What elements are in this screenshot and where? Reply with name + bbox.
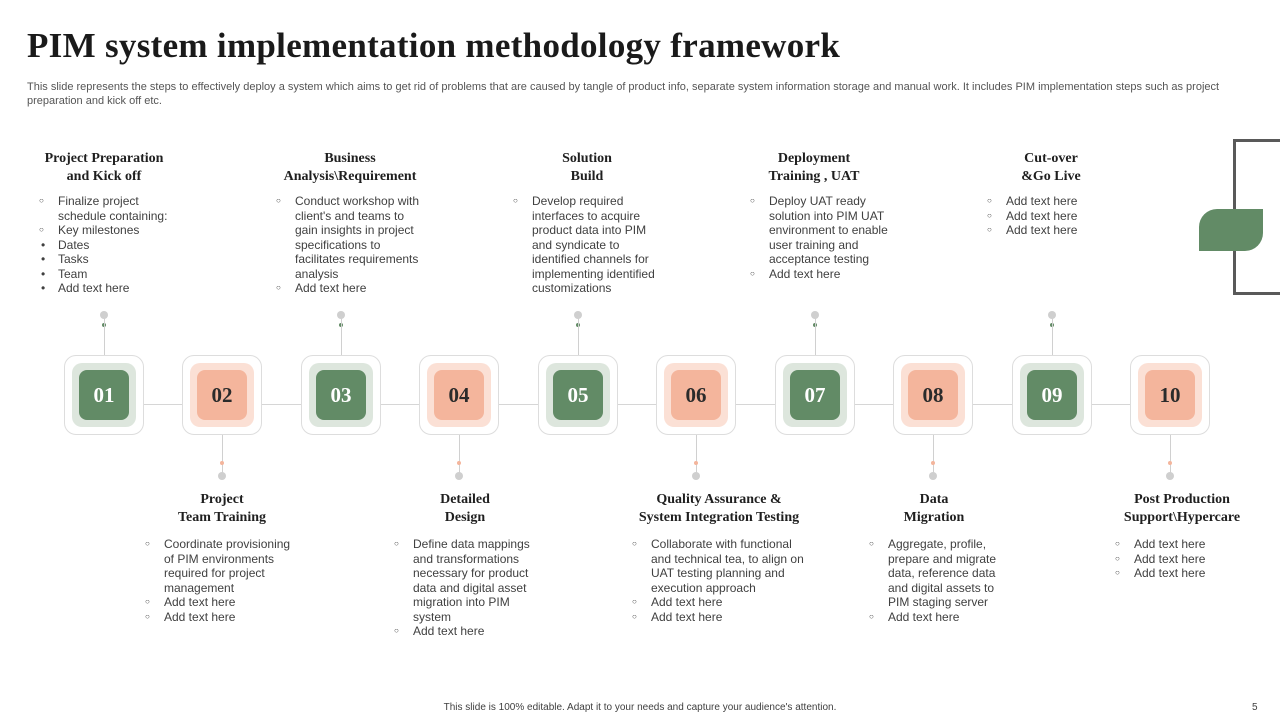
step-10-title: Post Production Support\Hypercare bbox=[1123, 492, 1241, 525]
list-item: ○ Add text here bbox=[869, 610, 1009, 625]
list-item: ○ Add text here bbox=[145, 595, 300, 610]
step-05-list bbox=[513, 194, 663, 296]
list-item: ○ Add text here bbox=[987, 223, 1127, 238]
connector-dot bbox=[929, 472, 937, 480]
step-01-list bbox=[39, 194, 179, 296]
decorative-leaf-tab bbox=[1199, 209, 1263, 251]
footer-note: This slide is 100% editable. Adapt it to your needs and capture your audience's attention. bbox=[443, 702, 837, 713]
step-07-node bbox=[775, 355, 855, 435]
list-item: ○ Add text here bbox=[750, 267, 900, 282]
step-10-list bbox=[1115, 537, 1255, 581]
connector-line bbox=[459, 435, 460, 476]
connector-dot-small bbox=[220, 461, 224, 465]
connector-line bbox=[578, 316, 579, 355]
step-05-title: Solution Build bbox=[562, 151, 612, 184]
connector-dot bbox=[218, 472, 226, 480]
step-09-list bbox=[987, 194, 1127, 238]
step-08-list bbox=[869, 537, 1009, 624]
step-06-title: Quality Assurance & System Integration Testing bbox=[638, 492, 800, 525]
connector-line bbox=[933, 435, 934, 476]
step-02-list bbox=[145, 537, 300, 624]
step-number: 05 bbox=[553, 370, 603, 420]
step-01-sub-list bbox=[58, 238, 179, 296]
step-number: 07 bbox=[790, 370, 840, 420]
step-10-node bbox=[1130, 355, 1210, 435]
list-item: ○ Add text here bbox=[632, 610, 812, 625]
step-number: 10 bbox=[1145, 370, 1195, 420]
step-03-title: Business Analysis\Requirement bbox=[283, 151, 417, 184]
step-01-node bbox=[64, 355, 144, 435]
list-item: ○ Add text here bbox=[394, 624, 544, 639]
list-item: ○ Deploy UAT ready solution into PIM UAT environment to enable user training and acceptance testing bbox=[750, 194, 900, 267]
step-02-node bbox=[182, 355, 262, 435]
list-item: ○ Add text here bbox=[276, 281, 426, 296]
list-item: ○ Add text here bbox=[145, 610, 300, 625]
list-item: ○ Define data mappings and transformations necessary for product data and digital asset migration into PIM system bbox=[394, 537, 544, 624]
step-09-title: Cut-over &Go Live bbox=[1021, 151, 1081, 184]
page-number: 5 bbox=[1252, 702, 1258, 713]
step-04-list bbox=[394, 537, 544, 639]
connector-line bbox=[341, 316, 342, 355]
step-04-title: Detailed Design bbox=[440, 492, 490, 525]
step-01-title: Project Preparation and Kick off bbox=[44, 151, 164, 184]
step-07-title: Deployment Training , UAT bbox=[768, 151, 860, 184]
connector-dot bbox=[455, 472, 463, 480]
connector-dot-small bbox=[1168, 461, 1172, 465]
step-number: 03 bbox=[316, 370, 366, 420]
list-item: ○ Key milestones • Dates • Tasks • Team • Add text here bbox=[39, 223, 179, 296]
step-03-list bbox=[276, 194, 426, 296]
list-item: ○ Develop required interfaces to acquire product data into PIM and syndicate to identified channels for implementing identified customizations bbox=[513, 194, 663, 296]
list-item: ○ Coordinate provisioning of PIM environments required for project management bbox=[145, 537, 300, 595]
timeline-line bbox=[104, 404, 1170, 405]
step-05-node bbox=[538, 355, 618, 435]
sub-list-item: • Tasks bbox=[58, 252, 179, 267]
step-07-list bbox=[750, 194, 900, 281]
step-number: 08 bbox=[908, 370, 958, 420]
connector-dot-small bbox=[457, 461, 461, 465]
connector-dot bbox=[1166, 472, 1174, 480]
step-06-list bbox=[632, 537, 812, 624]
list-item: ○ Add text here bbox=[987, 209, 1127, 224]
list-item: ○ Add text here bbox=[632, 595, 812, 610]
list-item: ○ Add text here bbox=[1115, 552, 1255, 567]
sub-list-item: • Add text here bbox=[58, 281, 179, 296]
list-item: ○ Finalize project schedule containing: bbox=[39, 194, 179, 223]
page-title: PIM system implementation methodology framework bbox=[27, 26, 841, 65]
list-item: ○ Add text here bbox=[1115, 566, 1255, 581]
connector-line bbox=[815, 316, 816, 355]
step-number: 02 bbox=[197, 370, 247, 420]
connector-dot-small bbox=[931, 461, 935, 465]
step-08-title: Data Migration bbox=[903, 492, 965, 525]
step-03-node bbox=[301, 355, 381, 435]
step-09-node bbox=[1012, 355, 1092, 435]
step-02-title: Project Team Training bbox=[177, 492, 267, 525]
step-04-node bbox=[419, 355, 499, 435]
step-08-node bbox=[893, 355, 973, 435]
step-number: 01 bbox=[79, 370, 129, 420]
list-item: ○ Conduct workshop with client's and teams to gain insights in project specifications to facilitates requirements analysis bbox=[276, 194, 426, 281]
connector-dot bbox=[692, 472, 700, 480]
page-subtitle: This slide represents the steps to effectively deploy a system which aims to get rid of problems that are caused by tangle of product info, separate system information storage and manual work. It includes PIM implementation steps such as project preparation and kick off etc. bbox=[27, 81, 1220, 107]
list-item: ○ Add text here bbox=[987, 194, 1127, 209]
step-06-node bbox=[656, 355, 736, 435]
connector-line bbox=[222, 435, 223, 476]
step-number: 04 bbox=[434, 370, 484, 420]
step-number: 06 bbox=[671, 370, 721, 420]
list-item: ○ Collaborate with functional and technical tea, to align on UAT testing planning and execution approach bbox=[632, 537, 812, 595]
connector-line bbox=[104, 316, 105, 355]
list-item: ○ Add text here bbox=[1115, 537, 1255, 552]
list-item: ○ Aggregate, profile, prepare and migrate data, reference data and digital assets to PIM staging server bbox=[869, 537, 1009, 610]
connector-line bbox=[696, 435, 697, 476]
sub-list-item: • Team bbox=[58, 267, 179, 282]
connector-line bbox=[1052, 316, 1053, 355]
sub-list-item: • Dates bbox=[58, 238, 179, 253]
connector-line bbox=[1170, 435, 1171, 476]
connector-dot-small bbox=[694, 461, 698, 465]
step-number: 09 bbox=[1027, 370, 1077, 420]
